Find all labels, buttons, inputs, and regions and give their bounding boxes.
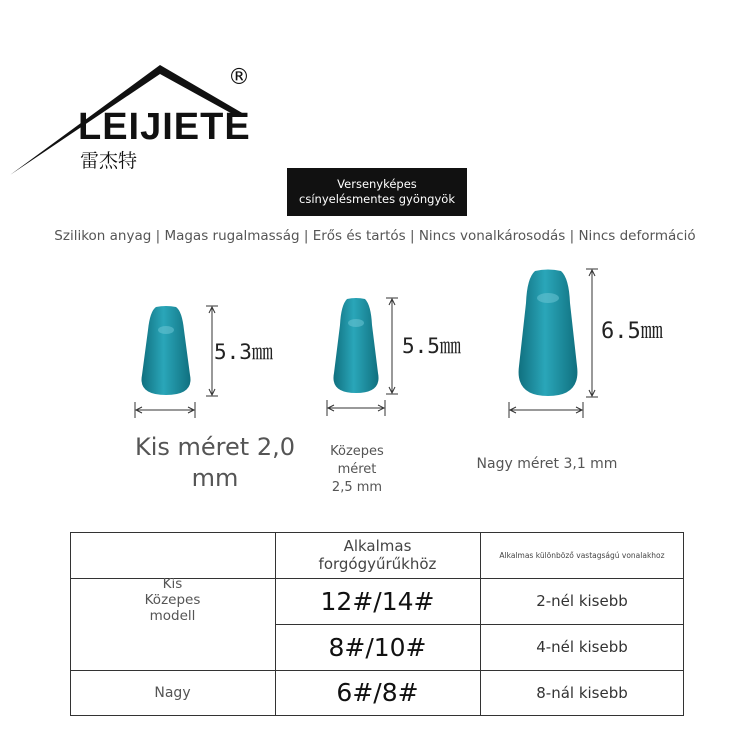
medium-bead-width-arrow-icon (326, 398, 386, 418)
small-bead-icon (138, 305, 194, 397)
table-row-1-model-line-3: modell (149, 608, 196, 624)
feature-list: Szilikon anyag | Magas rugalmasság | Erős és tartós | Nincs vonalkárosodás | Nincs deformáció (54, 228, 696, 244)
large-bead-height-arrow-icon (584, 268, 600, 398)
medium-bead-caption (318, 443, 396, 497)
badge-line-1: Versenyképes (337, 177, 417, 191)
medium-caption-line-1: Közepes (330, 444, 384, 459)
size-table (70, 532, 684, 716)
table-row-1-model-line-1: Kis (162, 576, 183, 592)
small-bead-height-label: 5.3㎜ (214, 340, 273, 364)
table-row-3-line: 8-nál kisebb (536, 683, 628, 702)
badge-line-2: csínyelésmentes gyöngyök (299, 192, 455, 206)
medium-bead-height-label: 5.5㎜ (402, 334, 461, 358)
table-row-1-line: 2-nél kisebb (536, 592, 628, 610)
large-bead-width-arrow-icon (508, 400, 584, 420)
table-row-3-swivel: 6#/8# (336, 678, 419, 707)
table-row-2-line: 4-nél kisebb (536, 638, 628, 656)
large-bead-height-label: 6.5㎜ (601, 319, 663, 344)
table-header-swivel (275, 532, 480, 578)
table-header-line: Alkalmas különböző vastagságú vonalakhoz (499, 550, 665, 560)
table-header-swivel-line-2: forgógyűrűkhöz (318, 555, 437, 573)
large-bead-icon (515, 268, 581, 398)
large-bead-caption: Nagy méret 3,1 mm (476, 456, 618, 472)
small-bead-width-arrow-icon (134, 400, 196, 420)
table-row-1-model (70, 572, 275, 628)
table-row-2-swivel: 8#/10# (328, 632, 427, 662)
table-header-swivel-line-1: Alkalmas (343, 537, 412, 555)
medium-caption-line-2: méret (337, 462, 377, 477)
brand-chinese-name: 雷杰特 (80, 150, 138, 172)
medium-caption-line-3: 2,5 mm (331, 480, 383, 495)
medium-bead-height-arrow-icon (384, 297, 400, 395)
small-bead-caption: Kis méret 2,0 mm (135, 433, 295, 492)
medium-bead-icon (330, 297, 382, 395)
brand-name: LEIJIETE (78, 106, 251, 148)
table-row-3-model: Nagy (154, 684, 191, 701)
product-badge (287, 168, 467, 216)
registered-mark: ® (228, 65, 250, 90)
table-row-1-model-line-2: Közepes (144, 592, 201, 608)
table-row-1-swivel: 12#/14# (320, 586, 435, 616)
